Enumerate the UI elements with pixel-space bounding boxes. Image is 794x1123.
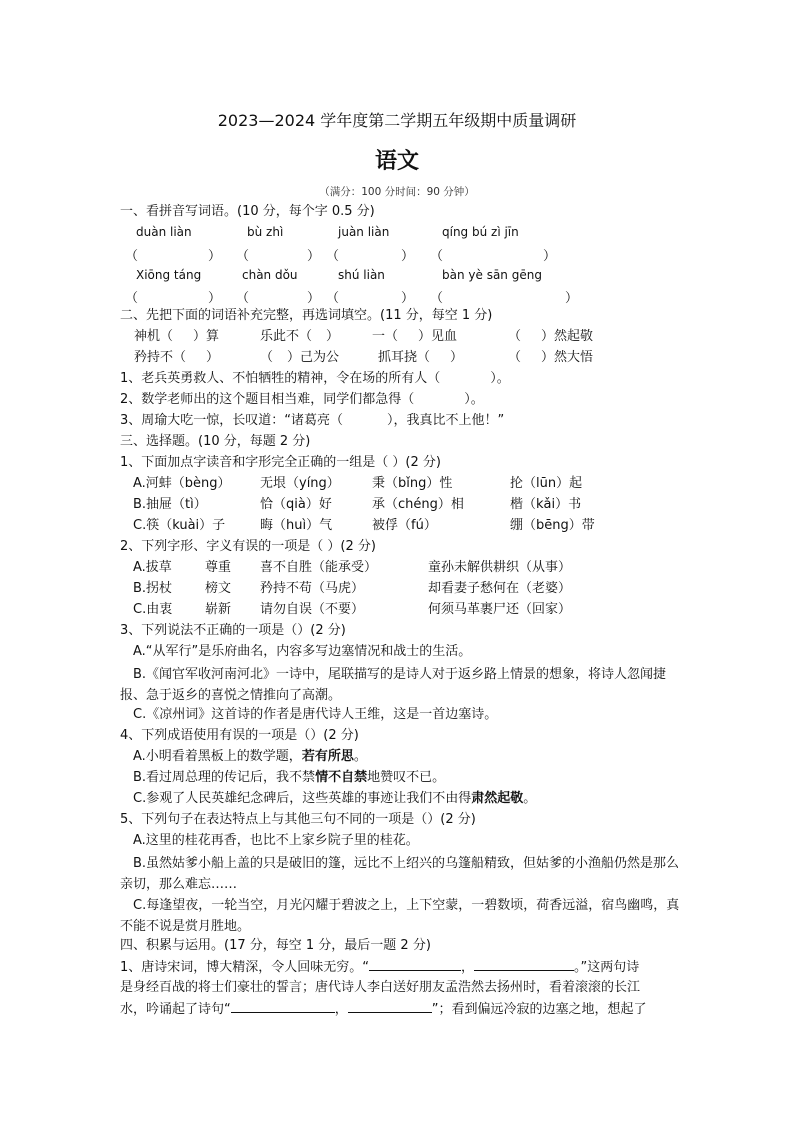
question-stem: 2、下列字形、字义有误的一项是（ ）(2 分)	[120, 539, 376, 554]
idiom-fill[interactable]: 一（ ）见血	[372, 329, 458, 344]
answer-box[interactable]: （ ）	[326, 291, 415, 306]
option[interactable]: 请勿自误（不要）	[260, 602, 365, 617]
question-stem: 4、下列成语使用有误的一项是（）(2 分)	[120, 728, 359, 743]
option[interactable]: 何须马革裹尸还（回家）	[428, 602, 572, 617]
fill-sentence-1[interactable]: 1、老兵英勇救人、不怕牺牲的精神，令在场的所有人（ ）。	[120, 371, 510, 386]
option-a[interactable]: A.这里的桂花再香，也比不上家乡院子里的桂花。	[133, 833, 419, 848]
answer-box[interactable]: （ ）	[430, 249, 557, 264]
exam-note: （满分：100 分时间：90 分钟）	[319, 186, 475, 198]
option[interactable]: 承（chéng）相	[372, 497, 464, 512]
fill-sentence-2[interactable]: 2、数学老师出的这个题目相当难，同学们都急得（ ）。	[120, 392, 484, 407]
option[interactable]: 榜文	[205, 581, 232, 596]
fill-poem-line[interactable]: 1、唐诗宋词，博大精深，令人回味无穷。“ ， 。”这两句诗	[120, 960, 640, 975]
idiom-fill[interactable]: 乐此不（ ）	[260, 329, 340, 344]
pinyin: qíng bú zì jīn	[442, 225, 519, 239]
pinyin: bù zhì	[247, 225, 284, 239]
option[interactable]: 被俘（fú）	[372, 518, 437, 533]
answer-box[interactable]: （ ）	[236, 291, 321, 306]
option-b[interactable]: B.《闻官军收河南河北》一诗中，尾联描写的是诗人对于返乡路上情景的想象，将诗人忽闻捷报、急于返乡的喜悦之情推向了高潮。	[120, 667, 667, 703]
pinyin: shú liàn	[338, 268, 385, 282]
question-stem: 3、下列说法不正确的一项是（）(2 分)	[120, 623, 346, 638]
option[interactable]: C.由衷	[133, 602, 173, 617]
option[interactable]: 抡（lūn）起	[510, 476, 583, 491]
question-stem: 1、下面加点字读音和字形完全正确的一组是（ ）(2 分)	[120, 455, 441, 470]
idiom-fill[interactable]: 神机（ ）算	[134, 329, 220, 344]
option[interactable]: B.拐杖	[133, 581, 173, 596]
section-2-heading: 二、先把下面的词语补充完整，再选词填空。(11 分，每空 1 分)	[120, 308, 493, 323]
answer-box[interactable]: （ ）	[430, 291, 579, 306]
option[interactable]: 无垠（yíng）	[260, 476, 340, 491]
option[interactable]: 秉（bǐng）性	[372, 476, 453, 491]
idiom-fill[interactable]: （ ）然大悟	[508, 350, 594, 365]
option-c[interactable]: C.每逢望夜，一轮当空，月光闪耀于碧波之上，上下空蒙，一碧数顷，荷香远溢，宿鸟幽鸣，真不能不说是赏月胜地。	[120, 898, 680, 934]
idiom-fill[interactable]: （ ）然起敬	[508, 329, 594, 344]
option-c[interactable]: C.《凉州词》这首诗的作者是唐代诗人王维，这是一首边塞诗。	[133, 707, 498, 722]
option[interactable]: B.抽屉（tì）	[133, 497, 207, 512]
subject-title: 语文	[374, 149, 419, 174]
idiom-fill[interactable]: 矜持不（ ）	[134, 350, 220, 365]
option[interactable]: 喜不自胜（能承受）	[260, 560, 378, 575]
exam-title: 2023—2024 学年度第二学期五年级期中质量调研	[217, 111, 577, 130]
option-b[interactable]: B.虽然姑爹小船上盖的只是破旧的篷，远比不上绍兴的乌篷船精致，但姑爹的小渔船仍然是那么亲切，那么难忘……	[120, 856, 680, 892]
answer-box[interactable]: （ ）	[125, 249, 222, 264]
answer-box[interactable]: （ ）	[326, 249, 415, 264]
option[interactable]: 却看妻子愁何在（老婆）	[428, 581, 572, 596]
option-b[interactable]: B.看过周总理的传记后，我不禁情不自禁地赞叹不已。	[133, 770, 446, 785]
section-3-heading: 三、选择题。(10 分，每题 2 分)	[120, 434, 311, 449]
pinyin: chàn dǒu	[242, 268, 298, 282]
option[interactable]: C.筷（kuài）子	[133, 518, 226, 533]
option[interactable]: 崭新	[205, 602, 232, 617]
section-1-heading: 一、看拼音写词语。(10 分，每个字 0.5 分)	[120, 204, 375, 219]
pinyin: duàn liàn	[136, 225, 192, 239]
fill-sentence-3[interactable]: 3、周瑜大吃一惊，长叹道：“诸葛亮（ ），我真比不上他！”	[120, 413, 505, 428]
option-a[interactable]: A.小明看着黑板上的数学题，若有所思。	[133, 749, 367, 764]
pinyin: bàn yè sān gēng	[442, 268, 542, 282]
pinyin: Xiōng táng	[136, 268, 202, 282]
option[interactable]: 楷（kǎi）书	[510, 497, 582, 512]
option[interactable]: 矜持不苟（马虎）	[260, 581, 365, 596]
answer-box[interactable]: （ ）	[236, 249, 321, 264]
idiom-fill[interactable]: （ ）己为公	[260, 350, 340, 365]
option[interactable]: 童孙未解供耕织（从事）	[428, 560, 572, 575]
option[interactable]: A.拔草	[133, 560, 172, 575]
option-a[interactable]: A.“从军行”是乐府曲名，内容多写边塞情况和战士的生活。	[133, 644, 472, 659]
poem-context: 是身经百战的将士们豪壮的誓言；唐代诗人李白送好朋友孟浩然去扬州时，看着滚滚的长江	[120, 980, 641, 995]
idiom-fill[interactable]: 抓耳挠（ ）	[378, 350, 464, 365]
option-c[interactable]: C.参观了人民英雄纪念碑后，这些英雄的事迹让我们不由得肃然起敬。	[133, 791, 537, 806]
section-4-heading: 四、积累与运用。(17 分，每空 1 分，最后一题 2 分)	[120, 938, 431, 953]
option[interactable]: A.河蚌（bèng）	[133, 476, 231, 491]
option[interactable]: 绷（bēng）带	[510, 518, 595, 533]
pinyin: juàn liàn	[338, 225, 390, 239]
question-stem: 5、下列句子在表达特点上与其他三句不同的一项是（）(2 分)	[120, 812, 476, 827]
answer-box[interactable]: （ ）	[125, 291, 222, 306]
option[interactable]: 尊重	[205, 560, 232, 575]
option[interactable]: 恰（qià）好	[260, 497, 332, 512]
option[interactable]: 晦（huì）气	[260, 518, 333, 533]
fill-poem-line[interactable]: 水，吟诵起了诗句“ ， ”；看到偏远冷寂的边塞之地，想起了	[120, 1002, 647, 1017]
